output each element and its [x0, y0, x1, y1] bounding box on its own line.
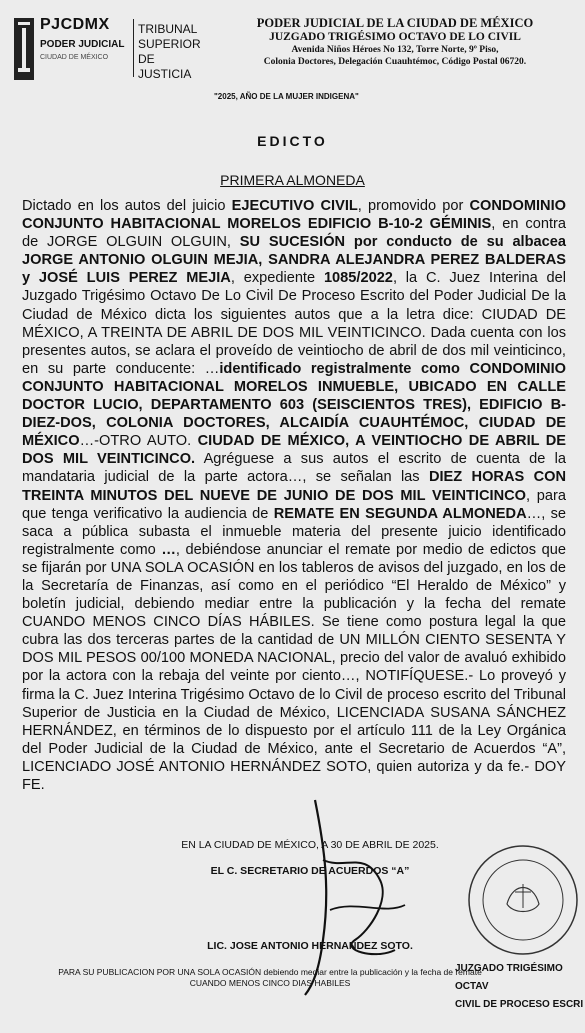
body-text-segment: , promovido por [357, 198, 470, 214]
body-text-segment: , en contra de JORGE OLGUIN OLGUIN, [22, 216, 566, 251]
logo-tribunal-line: JUSTICIA [138, 67, 192, 81]
logo-brand: PJCDMX [40, 16, 110, 33]
body-bold-segment: DIEZ HORAS CON TREINTA MINUTOS DEL NUEVE DE JUNIO DE DOS MIL VEINTICINCO [22, 469, 567, 504]
publication-footnote [50, 967, 490, 989]
pjcdmx-logo [12, 16, 201, 84]
logo-poder-judicial: PODER JUDICIAL [40, 39, 125, 50]
logo-tribunal-line: SUPERIOR DE [138, 37, 201, 66]
body-bold-segment: identificado registralmente como CONDOMINIO CONJUNTO HABITACIONAL MORELOS INMUEBLE, UBICADO EN CALLE DOCTOR LUCIO, DEPARTAMENTO 603 (SEISCIENTOS TRES), EDIFICIO B-DIEZ-DOS, COLONIA DOCTORES, ALCAIDÍA CUAUHTÉMOC, CIUDAD DE MÉXICO [22, 360, 566, 450]
page-title: EDICTO [257, 133, 328, 149]
footnote-line: PARA SU PUBLICACION POR UNA SOLA OCASIÓN debiendo mediar entre la publicación y la fecha de remate [58, 967, 482, 977]
place-date: EN LA CIUDAD DE MÉXICO, A 30 DE ABRIL DE 2025. [181, 839, 439, 851]
body-text-segment: …-OTRO AUTO. [79, 433, 198, 450]
logo-city: CIUDAD DE MÉXICO [40, 54, 109, 61]
body-bold-segment: EJECUTIVO CIVIL [231, 198, 358, 214]
edict-body [22, 197, 566, 794]
court-division: JUZGADO TRIGÉSIMO OCTAVO DE LO CIVIL [269, 31, 521, 43]
court-name: PODER JUDICIAL DE LA CIUDAD DE MÉXICO [256, 16, 534, 30]
body-text-segment: , debiéndose anunciar el remate por medio de edictos que se fijarán por UNA SOLA OCASIÓN en los tableros de avisos del juzgado, en los de la Secretaría de Finanzas, así como en el periódico “El Heraldo de México” y boletín judicial, debiendo mediar entre la publicación y la fecha del remate CUANDO MENOS CINCO DÍAS HÁBILES. Se tiene como postura legal la que cubra las dos terceras partes de la cantidad de UN MILLÓN CIENTO SESENTA Y DOS MIL PESOS 00/100 MONEDA NACIONAL, precio del valor de avaluó exhibido por la actora con la rebaja del veinte por ciento…, NOTIFÍQUESE.- Lo proveyó y firma la C. Juez Interina Trigésimo Octavo de lo Civil de proceso escrito del Tribunal Superior de Justicia en la Ciudad de México, LICENCIADA SUSANA SÁNCHEZ HERNÁNDEZ, en términos de lo dispuesto por el artículo 111 de la Ley Orgánica del Poder Judicial de la Ciudad de México, ante el Secretario de Acuerdos “A”, LICENCIADO JOSÉ ANTONIO HERNÁNDEZ SOTO, quien autoriza y da fe.- DOY FE. [22, 541, 567, 793]
logo-divider [133, 19, 134, 77]
court-header [210, 16, 580, 68]
body-bold-segment: CIUDAD DE MÉXICO, A VEINTIOCHO DE ABRIL DE DOS MIL VEINTICINCO. [22, 433, 567, 468]
court-stamp [455, 960, 585, 1014]
footnote-line: CUANDO MENOS CINCO DIAS HABILES [189, 978, 351, 988]
body-text-segment: Agréguese a sus autos el escrito de cuenta de la mandataria judicial de la parte actora…, se señalan las [22, 451, 566, 486]
secretary-title: EL C. SECRETARIO DE ACUERDOS “A” [210, 865, 410, 877]
body-text-segment: , expediente [230, 270, 324, 287]
body-text-segment: …, se saca a pública subasta el inmueble materia del presente juicio identificado registralmente como [22, 505, 566, 558]
stamp-line: JUZGADO TRIGÉSIMO OCTAV [455, 963, 563, 992]
year-motto: "2025, AÑO DE LA MUJER INDIGENA" [214, 92, 359, 101]
body-bold-segment: REMATE EN SEGUNDA ALMONEDA [273, 505, 527, 522]
body-bold-segment: 1085/2022 [323, 270, 393, 287]
body-text-segment: Dictado en los autos del juicio [22, 198, 232, 214]
logo-tribunal [138, 22, 201, 82]
court-address-line: Avenida Niños Héroes No 132, Torre Norte, 9º Piso, [291, 45, 499, 55]
body-bold-segment: SU SUCESIÓN por conducto de su albacea JORGE ANTONIO OLGUIN MEJIA, SANDRA ALEJANDRA PEREZ BALDERAS y JOSÉ LUIS PEREZ MEJIA [22, 234, 566, 287]
stamp-line: CIVIL DE PROCESO ESCRI [455, 999, 584, 1010]
body-text-segment: , para que tenga verificativo la audiencia de [22, 487, 566, 522]
body-text-segment: , la C. Juez Interina del Juzgado Trigésimo Octavo De Lo Civil De Proceso Escrito del Poder Judicial De la Ciudad de México dicta los siguientes autos que a la letra dice: CIUDAD DE MÉXICO, A TREINTA DE ABRIL DE DOS MIL VEINTICINCO. Dada cuenta con los presentes autos, se aclara el proveído de veintiocho de abril de dos mil veinticinco, en su parte conducente: … [22, 270, 567, 377]
logo-tribunal-line: TRIBUNAL [138, 22, 198, 36]
body-bold-segment: CONDOMINIO CONJUNTO HABITACIONAL MORELOS EDIFICIO B-10-2 GÉMINIS [22, 198, 566, 233]
body-bold-segment: … [161, 541, 176, 558]
court-address-line: Colonia Doctores, Delegación Cuauhtémoc, Código Postal 06720. [263, 57, 527, 67]
scale-icon [12, 16, 38, 82]
secretary-name: LIC. JOSE ANTONIO HERNANDEZ SOTO. [207, 940, 413, 952]
page-subtitle: PRIMERA ALMONEDA [220, 172, 365, 188]
